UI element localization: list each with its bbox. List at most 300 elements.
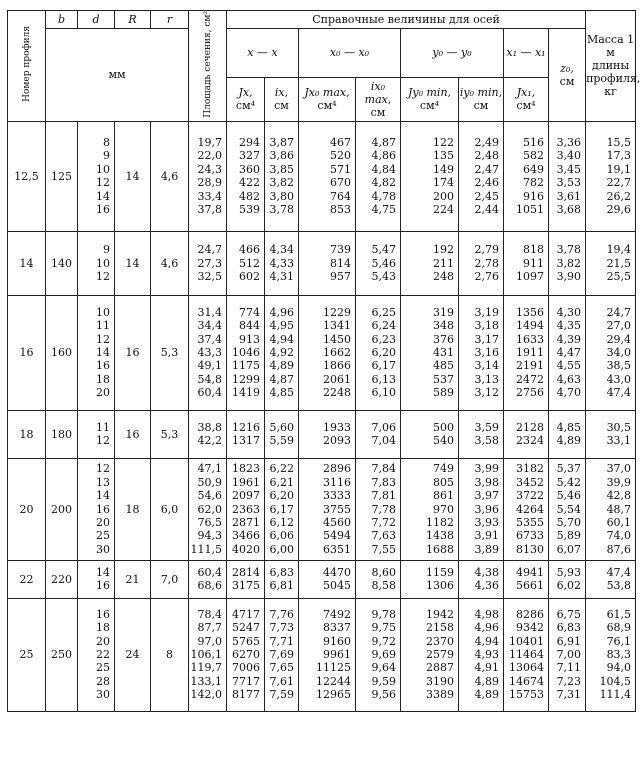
area-cell bbox=[189, 598, 227, 711]
jx1-value: 2324 bbox=[516, 434, 544, 448]
ix-value: 4,87 bbox=[269, 372, 294, 386]
jx0-value: 670 bbox=[330, 176, 351, 190]
area-value: 50,9 bbox=[197, 475, 222, 489]
mass-value: 74,0 bbox=[606, 529, 632, 543]
iy0-value: 2,44 bbox=[474, 203, 499, 217]
col-mass: Масса 1 м длины профиля, кг bbox=[586, 11, 636, 122]
jx0-value: 1662 bbox=[323, 346, 351, 360]
z0-value: 4,55 bbox=[556, 359, 582, 373]
jx-value: 6270 bbox=[232, 648, 260, 662]
jx0-value: 9961 bbox=[323, 648, 351, 662]
r-cell: 7,0 bbox=[151, 560, 189, 598]
mass-value: 53,8 bbox=[606, 579, 632, 593]
ix-value: 6,83 bbox=[269, 565, 294, 579]
jy0-value: 149 bbox=[433, 162, 454, 176]
iy0-value: 3,12 bbox=[474, 386, 499, 400]
z0-cell bbox=[549, 295, 586, 410]
col-jx: Jx, см⁴ bbox=[227, 77, 265, 121]
z0-cell bbox=[549, 410, 586, 458]
area-value: 60,4 bbox=[197, 386, 222, 400]
ix-value: 4,34 bbox=[269, 243, 294, 257]
d-value: 16 bbox=[96, 607, 110, 621]
d-value: 20 bbox=[96, 634, 110, 648]
jy0-value: 174 bbox=[433, 176, 454, 190]
jx0-value: 1933 bbox=[323, 420, 351, 434]
jy0-value: 1306 bbox=[426, 579, 454, 593]
jx1-cell bbox=[504, 231, 549, 295]
ix0-value: 8,60 bbox=[371, 565, 396, 579]
ix-value: 7,65 bbox=[269, 661, 294, 675]
area-value: 111,5 bbox=[190, 542, 222, 556]
jx1-value: 916 bbox=[523, 189, 544, 203]
jy0-value: 2158 bbox=[426, 621, 454, 635]
jy0-value: 431 bbox=[433, 346, 454, 360]
col-R: R bbox=[115, 11, 151, 29]
iy0-value: 4,98 bbox=[474, 607, 499, 621]
z0-value: 3,61 bbox=[556, 189, 582, 203]
jx0-value: 3333 bbox=[323, 489, 351, 503]
d-value: 12 bbox=[96, 269, 110, 283]
d-value: 20 bbox=[96, 515, 110, 529]
area-cell bbox=[189, 410, 227, 458]
iy0-value: 2,48 bbox=[474, 149, 499, 163]
jx-value: 7006 bbox=[232, 661, 260, 675]
profile-group-row bbox=[8, 410, 636, 458]
jy0-value: 376 bbox=[433, 332, 454, 346]
ix0-value: 6,24 bbox=[371, 319, 396, 333]
mass-value: 17,3 bbox=[606, 149, 632, 163]
ix-cell bbox=[265, 598, 299, 711]
profile-group-row bbox=[8, 598, 636, 711]
ix0-value: 6,13 bbox=[371, 372, 396, 386]
jx1-value: 2756 bbox=[516, 386, 544, 400]
z0-value: 3,78 bbox=[556, 243, 582, 257]
z0-value: 5,42 bbox=[556, 475, 582, 489]
d-value: 9 bbox=[103, 243, 110, 257]
ix-cell bbox=[265, 231, 299, 295]
col-area: Площадь сечения, см² bbox=[189, 11, 227, 122]
table-body bbox=[8, 121, 636, 711]
mass-value: 68,9 bbox=[606, 621, 632, 635]
jy0-value: 348 bbox=[433, 319, 454, 333]
z0-value: 5,54 bbox=[556, 502, 582, 516]
ix0-cell bbox=[356, 458, 401, 560]
mass-value: 29,6 bbox=[606, 203, 632, 217]
iy0-value: 4,89 bbox=[474, 674, 499, 688]
jx-value: 2363 bbox=[232, 502, 260, 516]
area-value: 60,4 bbox=[197, 565, 222, 579]
area-value: 119,7 bbox=[190, 661, 222, 675]
d-value: 8 bbox=[103, 136, 110, 149]
jx1-cell bbox=[504, 410, 549, 458]
jx1-value: 9342 bbox=[516, 621, 544, 635]
jx0-value: 957 bbox=[330, 269, 351, 283]
mass-value: 25,5 bbox=[606, 269, 632, 283]
jx0-value: 5494 bbox=[323, 529, 351, 543]
jx1-value: 2191 bbox=[516, 359, 544, 373]
jx1-value: 14674 bbox=[509, 674, 544, 688]
iy0-value: 3,16 bbox=[474, 346, 499, 360]
jy0-value: 589 bbox=[433, 386, 454, 400]
jy0-value: 2887 bbox=[426, 661, 454, 675]
jx1-value: 13064 bbox=[509, 661, 544, 675]
area-value: 37,4 bbox=[197, 332, 222, 346]
col-ix0: ix₀ max, см bbox=[356, 77, 401, 121]
z0-value: 3,90 bbox=[556, 269, 582, 283]
ix0-value: 7,04 bbox=[371, 434, 396, 448]
z0-value: 5,37 bbox=[556, 462, 582, 476]
ix-value: 6,12 bbox=[269, 515, 294, 529]
jx1-value: 516 bbox=[523, 136, 544, 149]
jy0-value: 749 bbox=[433, 462, 454, 476]
ix-value: 7,76 bbox=[269, 607, 294, 621]
area-value: 94,3 bbox=[197, 529, 222, 543]
jx1-value: 3722 bbox=[516, 489, 544, 503]
mass-value: 43,0 bbox=[606, 372, 632, 386]
jx1-value: 11464 bbox=[509, 648, 544, 662]
mass-value: 87,6 bbox=[606, 542, 632, 556]
profile-number-cell: 20 bbox=[8, 458, 46, 560]
jx-value: 602 bbox=[239, 269, 260, 283]
ix0-value: 6,25 bbox=[371, 305, 396, 319]
jx0-value: 2093 bbox=[323, 434, 351, 448]
jy0-value: 1688 bbox=[426, 542, 454, 556]
col-jx1: Jx₁, см⁴ bbox=[504, 77, 549, 121]
jx1-value: 4264 bbox=[516, 502, 544, 516]
z0-value: 7,23 bbox=[556, 674, 582, 688]
area-value: 97,0 bbox=[197, 634, 222, 648]
d-value: 28 bbox=[96, 674, 110, 688]
col-iy0: iy₀ min, см bbox=[459, 77, 504, 121]
ix-value: 6,21 bbox=[269, 475, 294, 489]
jx0-value: 1866 bbox=[323, 359, 351, 373]
jy0-cell bbox=[401, 295, 459, 410]
mass-value: 47,4 bbox=[606, 386, 632, 400]
iy0-value: 2,46 bbox=[474, 176, 499, 190]
jx-cell bbox=[227, 458, 265, 560]
b-cell: 180 bbox=[46, 410, 78, 458]
iy0-value: 4,94 bbox=[474, 634, 499, 648]
ix0-value: 7,72 bbox=[371, 515, 396, 529]
z0-value: 5,46 bbox=[556, 489, 582, 503]
jx-value: 1823 bbox=[232, 462, 260, 476]
jx1-value: 2472 bbox=[516, 372, 544, 386]
ix0-cell bbox=[356, 560, 401, 598]
ix-value: 6,00 bbox=[269, 542, 294, 556]
z0-value: 3,40 bbox=[556, 149, 582, 163]
jy0-value: 485 bbox=[433, 359, 454, 373]
ix-value: 3,87 bbox=[269, 136, 294, 149]
mass-value: 27,0 bbox=[606, 319, 632, 333]
r-cell: 4,6 bbox=[151, 121, 189, 231]
jx0-value: 8337 bbox=[323, 621, 351, 635]
mass-value: 104,5 bbox=[599, 674, 632, 688]
area-value: 42,2 bbox=[197, 434, 222, 448]
jx-value: 466 bbox=[239, 243, 260, 257]
mass-value: 26,2 bbox=[606, 189, 632, 203]
jx0-value: 3755 bbox=[323, 502, 351, 516]
z0-value: 4,70 bbox=[556, 386, 582, 400]
jx1-value: 15753 bbox=[509, 688, 544, 702]
R-cell: 18 bbox=[115, 458, 151, 560]
jx0-value: 5045 bbox=[323, 579, 351, 593]
b-cell: 140 bbox=[46, 231, 78, 295]
jx0-value: 853 bbox=[330, 203, 351, 217]
jy0-value: 2579 bbox=[426, 648, 454, 662]
mass-value: 60,1 bbox=[606, 515, 632, 529]
d-value: 13 bbox=[96, 475, 110, 489]
ix0-value: 4,78 bbox=[371, 189, 396, 203]
z0-value: 3,68 bbox=[556, 203, 582, 217]
R-cell: 16 bbox=[115, 295, 151, 410]
ix-value: 6,17 bbox=[269, 502, 294, 516]
jx1-cell bbox=[504, 458, 549, 560]
r-cell: 8 bbox=[151, 598, 189, 711]
jy0-value: 861 bbox=[433, 489, 454, 503]
ix-cell bbox=[265, 121, 299, 231]
ix0-value: 7,84 bbox=[371, 462, 396, 476]
axis-y0-y0: y₀ — y₀ bbox=[401, 29, 504, 78]
area-value: 22,0 bbox=[197, 149, 222, 163]
mass-value: 33,1 bbox=[606, 434, 632, 448]
ix-value: 4,94 bbox=[269, 332, 294, 346]
area-value: 54,8 bbox=[197, 372, 222, 386]
jx0-value: 2061 bbox=[323, 372, 351, 386]
iy0-value: 4,38 bbox=[474, 565, 499, 579]
jx1-value: 582 bbox=[523, 149, 544, 163]
jx-value: 774 bbox=[239, 305, 260, 319]
area-value: 34,4 bbox=[197, 319, 222, 333]
iy0-cell bbox=[459, 560, 504, 598]
z0-value: 6,83 bbox=[556, 621, 582, 635]
jx1-value: 5355 bbox=[516, 515, 544, 529]
jx0-value: 2896 bbox=[323, 462, 351, 476]
jx-cell bbox=[227, 295, 265, 410]
area-value: 43,3 bbox=[197, 346, 222, 360]
jx-value: 327 bbox=[239, 149, 260, 163]
d-value: 11 bbox=[96, 420, 110, 434]
ix-value: 3,86 bbox=[269, 149, 294, 163]
ix-cell bbox=[265, 560, 299, 598]
jx1-value: 10401 bbox=[509, 634, 544, 648]
d-value: 16 bbox=[96, 502, 110, 516]
jy0-value: 970 bbox=[433, 502, 454, 516]
jy0-cell bbox=[401, 121, 459, 231]
ix-cell bbox=[265, 458, 299, 560]
jx-cell bbox=[227, 560, 265, 598]
z0-value: 4,89 bbox=[556, 434, 582, 448]
ix0-value: 9,69 bbox=[371, 648, 396, 662]
mass-value: 19,4 bbox=[606, 243, 632, 257]
ix-value: 4,92 bbox=[269, 346, 294, 360]
jx1-value: 3452 bbox=[516, 475, 544, 489]
mass-cell bbox=[586, 121, 636, 231]
jx1-value: 1633 bbox=[516, 332, 544, 346]
ix-value: 3,78 bbox=[269, 203, 294, 217]
d-value: 14 bbox=[96, 189, 110, 203]
d-value: 25 bbox=[96, 661, 110, 675]
z0-value: 7,31 bbox=[556, 688, 582, 702]
jx0-value: 467 bbox=[330, 136, 351, 149]
jx0-value: 814 bbox=[330, 256, 351, 270]
ix0-value: 6,20 bbox=[371, 346, 396, 360]
jy0-cell bbox=[401, 410, 459, 458]
jy0-value: 122 bbox=[433, 136, 454, 149]
d-value: 12 bbox=[96, 332, 110, 346]
area-value: 106,1 bbox=[190, 648, 222, 662]
iy0-cell bbox=[459, 231, 504, 295]
ix-value: 6,22 bbox=[269, 462, 294, 476]
area-value: 24,3 bbox=[197, 162, 222, 176]
mass-value: 15,5 bbox=[606, 136, 632, 149]
mass-value: 34,0 bbox=[606, 346, 632, 360]
jy0-value: 1438 bbox=[426, 529, 454, 543]
col-z0: z₀, см bbox=[549, 29, 586, 122]
r-cell: 6,0 bbox=[151, 458, 189, 560]
jx1-value: 782 bbox=[523, 176, 544, 190]
profile-table bbox=[7, 10, 641, 712]
jx0-value: 6351 bbox=[323, 542, 351, 556]
col-profile-number: Номер профиля bbox=[8, 11, 46, 122]
mass-cell bbox=[586, 410, 636, 458]
jx0-cell bbox=[299, 410, 356, 458]
d-value: 22 bbox=[96, 648, 110, 662]
z0-value: 5,93 bbox=[556, 565, 582, 579]
ix-value: 6,20 bbox=[269, 489, 294, 503]
axis-x-x: x — x bbox=[227, 29, 299, 78]
jx0-cell bbox=[299, 458, 356, 560]
R-cell: 14 bbox=[115, 231, 151, 295]
iy0-value: 3,19 bbox=[474, 305, 499, 319]
jx0-value: 11125 bbox=[316, 661, 351, 675]
ix-value: 7,71 bbox=[269, 634, 294, 648]
area-value: 28,9 bbox=[197, 176, 222, 190]
d-value: 30 bbox=[96, 542, 110, 556]
mass-value: 22,7 bbox=[606, 176, 632, 190]
jx-value: 482 bbox=[239, 189, 260, 203]
ix0-value: 7,63 bbox=[371, 529, 396, 543]
iy0-value: 2,49 bbox=[474, 136, 499, 149]
jx0-cell bbox=[299, 295, 356, 410]
ix0-value: 6,23 bbox=[371, 332, 396, 346]
ix0-value: 4,84 bbox=[371, 162, 396, 176]
iy0-value: 3,93 bbox=[474, 515, 499, 529]
ix0-value: 7,83 bbox=[371, 475, 396, 489]
jx-value: 360 bbox=[239, 162, 260, 176]
jx0-value: 4470 bbox=[323, 565, 351, 579]
d-value: 16 bbox=[96, 579, 110, 593]
jx-cell bbox=[227, 121, 265, 231]
iy0-value: 3,13 bbox=[474, 372, 499, 386]
ix0-value: 8,58 bbox=[371, 579, 396, 593]
jx1-cell bbox=[504, 121, 549, 231]
iy0-cell bbox=[459, 598, 504, 711]
d-value: 14 bbox=[96, 346, 110, 360]
area-value: 62,0 bbox=[197, 502, 222, 516]
jx0-value: 739 bbox=[330, 243, 351, 257]
jx-value: 5765 bbox=[232, 634, 260, 648]
mass-value: 76,1 bbox=[606, 634, 632, 648]
z0-cell bbox=[549, 560, 586, 598]
ix-value: 3,85 bbox=[269, 162, 294, 176]
jx0-value: 7492 bbox=[323, 607, 351, 621]
jx-value: 2097 bbox=[232, 489, 260, 503]
z0-value: 6,91 bbox=[556, 634, 582, 648]
mass-cell bbox=[586, 560, 636, 598]
z0-value: 5,89 bbox=[556, 529, 582, 543]
z0-value: 3,53 bbox=[556, 176, 582, 190]
ix0-cell bbox=[356, 295, 401, 410]
axis-x1-x1: x₁ — x₁ bbox=[504, 29, 549, 78]
iy0-value: 3,17 bbox=[474, 332, 499, 346]
jx0-value: 3116 bbox=[323, 475, 351, 489]
ix-value: 7,69 bbox=[269, 648, 294, 662]
jx1-cell bbox=[504, 598, 549, 711]
ix0-value: 6,10 bbox=[371, 386, 396, 400]
jx-value: 1419 bbox=[232, 386, 260, 400]
jy0-value: 224 bbox=[433, 203, 454, 217]
jx0-cell bbox=[299, 231, 356, 295]
profile-group-row bbox=[8, 560, 636, 598]
area-value: 54,6 bbox=[197, 489, 222, 503]
z0-cell bbox=[549, 121, 586, 231]
d-cell bbox=[78, 410, 115, 458]
d-value: 12 bbox=[96, 434, 110, 448]
jy0-value: 3389 bbox=[426, 688, 454, 702]
jx1-value: 4941 bbox=[516, 565, 544, 579]
area-value: 24,7 bbox=[197, 243, 222, 257]
z0-value: 3,45 bbox=[556, 162, 582, 176]
iy0-value: 3,91 bbox=[474, 529, 499, 543]
jy0-value: 805 bbox=[433, 475, 454, 489]
z0-value: 7,00 bbox=[556, 648, 582, 662]
R-cell: 21 bbox=[115, 560, 151, 598]
area-cell bbox=[189, 560, 227, 598]
jx1-value: 1494 bbox=[516, 319, 544, 333]
axis-x0-x0: x₀ — x₀ bbox=[299, 29, 401, 78]
iy0-value: 3,99 bbox=[474, 462, 499, 476]
jy0-value: 211 bbox=[433, 256, 454, 270]
iy0-value: 3,96 bbox=[474, 502, 499, 516]
R-cell: 24 bbox=[115, 598, 151, 711]
jx0-value: 9160 bbox=[323, 634, 351, 648]
d-value: 16 bbox=[96, 359, 110, 373]
jx1-value: 5661 bbox=[516, 579, 544, 593]
d-value: 11 bbox=[96, 319, 110, 333]
mass-value: 94,0 bbox=[606, 661, 632, 675]
jx-value: 3466 bbox=[232, 529, 260, 543]
z0-value: 4,85 bbox=[556, 420, 582, 434]
area-value: 142,0 bbox=[190, 688, 222, 702]
ix-value: 4,85 bbox=[269, 386, 294, 400]
profile-number-cell: 14 bbox=[8, 231, 46, 295]
d-value: 18 bbox=[96, 372, 110, 386]
mass-value: 37,0 bbox=[606, 462, 632, 476]
z0-value: 7,11 bbox=[556, 661, 582, 675]
jx1-value: 649 bbox=[523, 162, 544, 176]
mass-value: 111,4 bbox=[599, 688, 632, 702]
profile-group-row bbox=[8, 231, 636, 295]
d-value: 30 bbox=[96, 688, 110, 702]
mass-value: 47,4 bbox=[606, 565, 632, 579]
z0-value: 6,02 bbox=[556, 579, 582, 593]
area-value: 27,3 bbox=[197, 256, 222, 270]
jx-value: 3175 bbox=[232, 579, 260, 593]
jy0-cell bbox=[401, 231, 459, 295]
mass-value: 42,8 bbox=[606, 489, 632, 503]
jx-value: 512 bbox=[239, 256, 260, 270]
iy0-cell bbox=[459, 458, 504, 560]
